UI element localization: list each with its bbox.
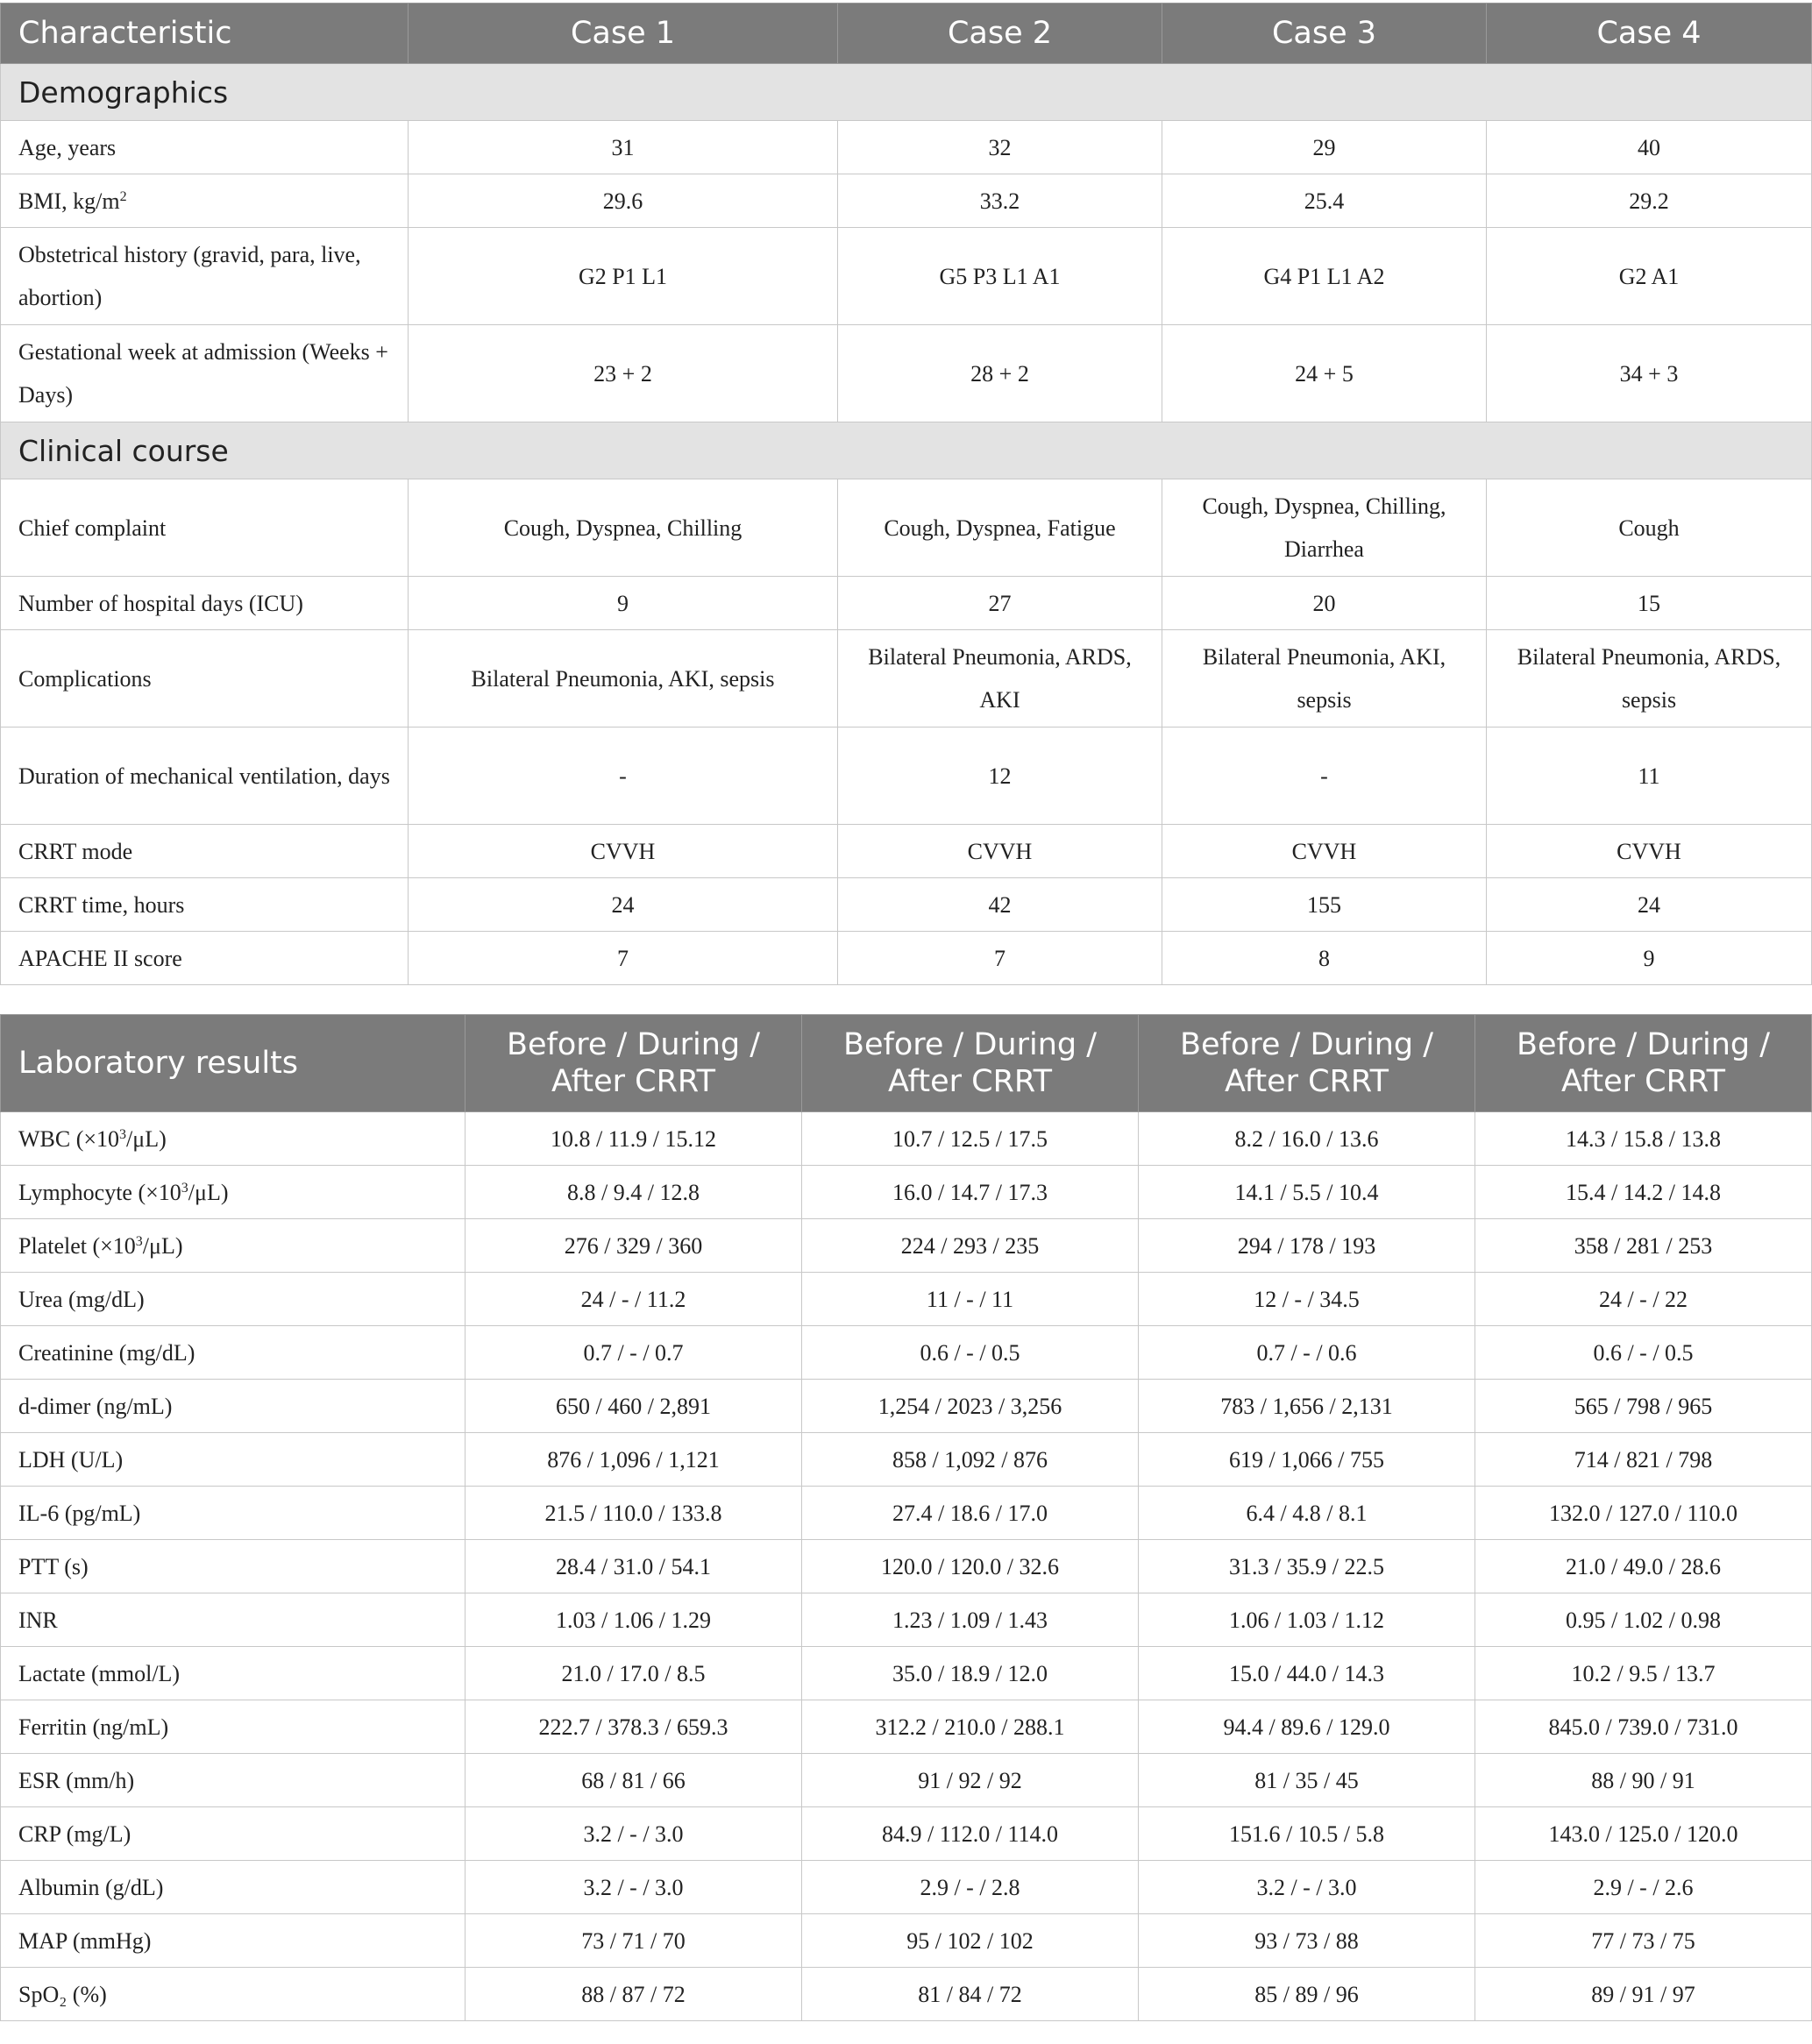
table-row <box>1 1807 1812 1861</box>
header-case-3-timing: Before / During / After CRRT <box>1139 1015 1475 1112</box>
case-4-value: CVVH <box>1487 825 1812 878</box>
table-row <box>1 878 1812 932</box>
case-2-value: 16.0 / 14.7 / 17.3 <box>802 1166 1139 1219</box>
case-4-value: 24 <box>1487 878 1812 932</box>
table-row <box>1 1166 1812 1219</box>
case-3-value: CVVH <box>1162 825 1487 878</box>
row-label: Number of hospital days (ICU) <box>1 577 409 630</box>
row-label: d-dimer (ng/mL) <box>1 1380 465 1433</box>
table-row <box>1 1273 1812 1326</box>
table-row <box>1 1219 1812 1273</box>
case-1-value: 0.7 / - / 0.7 <box>465 1326 802 1380</box>
case-1-value: 23 + 2 <box>409 325 838 422</box>
case-3-value: Bilateral Pneumonia, AKI, sepsis <box>1162 630 1487 727</box>
patient-characteristics-table <box>0 3 1812 985</box>
case-4-value: 132.0 / 127.0 / 110.0 <box>1475 1487 1812 1540</box>
table-row <box>1 1433 1812 1487</box>
case-3-value: 25.4 <box>1162 174 1487 228</box>
case-3-value: 15.0 / 44.0 / 14.3 <box>1139 1647 1475 1700</box>
header-case-4: Case 4 <box>1487 4 1812 64</box>
row-label-text: WBC (×10 <box>18 1125 120 1152</box>
case-3-value: 24 + 5 <box>1162 325 1487 422</box>
case-3-value: 93 / 73 / 88 <box>1139 1914 1475 1968</box>
header-case-2: Case 2 <box>838 4 1162 64</box>
case-1-value: 68 / 81 / 66 <box>465 1754 802 1807</box>
table-row <box>1 577 1812 630</box>
case-4-value: 14.3 / 15.8 / 13.8 <box>1475 1112 1812 1166</box>
table-row <box>1 1968 1812 2021</box>
case-2-value: CVVH <box>838 825 1162 878</box>
case-1-value: 31 <box>409 121 838 174</box>
table-row <box>1 1487 1812 1540</box>
case-3-value: 3.2 / - / 3.0 <box>1139 1861 1475 1914</box>
case-2-value: 10.7 / 12.5 / 17.5 <box>802 1112 1139 1166</box>
table-row <box>1 1540 1812 1593</box>
table-row <box>1 479 1812 577</box>
table-row <box>1 228 1812 325</box>
case-2-value: 27.4 / 18.6 / 17.0 <box>802 1487 1139 1540</box>
case-1-value: 7 <box>409 932 838 985</box>
case-3-value: 94.4 / 89.6 / 129.0 <box>1139 1700 1475 1754</box>
case-2-value: 28 + 2 <box>838 325 1162 422</box>
case-3-value: G4 P1 L1 A2 <box>1162 228 1487 325</box>
table-row <box>1 727 1812 825</box>
case-2-value: 312.2 / 210.0 / 288.1 <box>802 1700 1139 1754</box>
case-3-value: - <box>1162 727 1487 825</box>
row-label: Gestational week at admission (Weeks + Days) <box>1 325 409 422</box>
case-4-value: 358 / 281 / 253 <box>1475 1219 1812 1273</box>
row-label <box>1 174 409 228</box>
row-label-text-suffix: /μL) <box>188 1179 229 1205</box>
row-label: Age, years <box>1 121 409 174</box>
row-label-text-suffix: /μL) <box>142 1232 183 1259</box>
case-1-value: 222.7 / 378.3 / 659.3 <box>465 1700 802 1754</box>
row-label: Creatinine (mg/dL) <box>1 1326 465 1380</box>
table-row <box>1 1754 1812 1807</box>
case-1-value: 3.2 / - / 3.0 <box>465 1861 802 1914</box>
case-3-value: 29 <box>1162 121 1487 174</box>
case-1-value: 28.4 / 31.0 / 54.1 <box>465 1540 802 1593</box>
case-2-value: 27 <box>838 577 1162 630</box>
case-4-value: 11 <box>1487 727 1812 825</box>
row-label: ESR (mm/h) <box>1 1754 465 1807</box>
case-4-value: 34 + 3 <box>1487 325 1812 422</box>
table-row <box>1 1647 1812 1700</box>
case-2-value: 32 <box>838 121 1162 174</box>
case-3-value: 6.4 / 4.8 / 8.1 <box>1139 1487 1475 1540</box>
row-label <box>1 1112 465 1166</box>
case-2-value: 42 <box>838 878 1162 932</box>
case-2-value: 2.9 / - / 2.8 <box>802 1861 1139 1914</box>
case-3-value: 619 / 1,066 / 755 <box>1139 1433 1475 1487</box>
case-1-value: G2 P1 L1 <box>409 228 838 325</box>
case-2-value: 35.0 / 18.9 / 12.0 <box>802 1647 1139 1700</box>
row-label <box>1 1219 465 1273</box>
table-row <box>1 1593 1812 1647</box>
table-row <box>1 174 1812 228</box>
row-label: APACHE II score <box>1 932 409 985</box>
case-1-value: 24 / - / 11.2 <box>465 1273 802 1326</box>
case-3-value: 0.7 / - / 0.6 <box>1139 1326 1475 1380</box>
case-4-value: Cough <box>1487 479 1812 577</box>
laboratory-results-table <box>0 1014 1812 2021</box>
row-label: SpO₂ (%) <box>1 1968 465 2021</box>
table-row <box>1 825 1812 878</box>
case-2-value: 7 <box>838 932 1162 985</box>
case-3-value: 20 <box>1162 577 1487 630</box>
case-3-value: 8 <box>1162 932 1487 985</box>
case-1-value: Bilateral Pneumonia, AKI, sepsis <box>409 630 838 727</box>
case-4-value: 0.95 / 1.02 / 0.98 <box>1475 1593 1812 1647</box>
case-1-value: 21.5 / 110.0 / 133.8 <box>465 1487 802 1540</box>
case-3-value: Cough, Dyspnea, Chilling, Diarrhea <box>1162 479 1487 577</box>
table-row <box>1 1914 1812 1968</box>
case-2-value: G5 P3 L1 A1 <box>838 228 1162 325</box>
table-header-row <box>1 4 1812 64</box>
case-4-value: 29.2 <box>1487 174 1812 228</box>
case-1-value: 1.03 / 1.06 / 1.29 <box>465 1593 802 1647</box>
case-3-value: 85 / 89 / 96 <box>1139 1968 1475 2021</box>
case-4-value: 565 / 798 / 965 <box>1475 1380 1812 1433</box>
row-label-text-suffix: /μL) <box>126 1125 167 1152</box>
case-3-value: 294 / 178 / 193 <box>1139 1219 1475 1273</box>
row-label: CRRT time, hours <box>1 878 409 932</box>
row-label-superscript: 2 <box>119 188 127 204</box>
case-1-value: 276 / 329 / 360 <box>465 1219 802 1273</box>
section-row-clinical-course <box>1 422 1812 479</box>
row-label: Lactate (mmol/L) <box>1 1647 465 1700</box>
case-2-value: 95 / 102 / 102 <box>802 1914 1139 1968</box>
header-case-3: Case 3 <box>1162 4 1487 64</box>
row-label-text: BMI, kg/m <box>18 188 120 214</box>
case-1-value: 73 / 71 / 70 <box>465 1914 802 1968</box>
case-2-value: 91 / 92 / 92 <box>802 1754 1139 1807</box>
case-1-value: 650 / 460 / 2,891 <box>465 1380 802 1433</box>
header-case-1-timing: Before / During / After CRRT <box>465 1015 802 1112</box>
case-2-value: 81 / 84 / 72 <box>802 1968 1139 2021</box>
case-4-value: 15 <box>1487 577 1812 630</box>
case-2-value: 858 / 1,092 / 876 <box>802 1433 1139 1487</box>
case-4-value: Bilateral Pneumonia, ARDS, sepsis <box>1487 630 1812 727</box>
case-3-value: 81 / 35 / 45 <box>1139 1754 1475 1807</box>
case-4-value: 0.6 / - / 0.5 <box>1475 1326 1812 1380</box>
case-1-value: 10.8 / 11.9 / 15.12 <box>465 1112 802 1166</box>
case-2-value: 1,254 / 2023 / 3,256 <box>802 1380 1139 1433</box>
case-4-value: 714 / 821 / 798 <box>1475 1433 1812 1487</box>
case-3-value: 1.06 / 1.03 / 1.12 <box>1139 1593 1475 1647</box>
case-2-value: 1.23 / 1.09 / 1.43 <box>802 1593 1139 1647</box>
table-row <box>1 1380 1812 1433</box>
case-4-value: 89 / 91 / 97 <box>1475 1968 1812 2021</box>
row-label <box>1 1166 465 1219</box>
table-header-row <box>1 1015 1812 1112</box>
case-3-value: 14.1 / 5.5 / 10.4 <box>1139 1166 1475 1219</box>
case-4-value: 845.0 / 739.0 / 731.0 <box>1475 1700 1812 1754</box>
header-characteristic: Characteristic <box>1 4 409 64</box>
row-label: Albumin (g/dL) <box>1 1861 465 1914</box>
case-3-value: 8.2 / 16.0 / 13.6 <box>1139 1112 1475 1166</box>
case-2-value: 224 / 293 / 235 <box>802 1219 1139 1273</box>
case-4-value: 15.4 / 14.2 / 14.8 <box>1475 1166 1812 1219</box>
case-1-value: 29.6 <box>409 174 838 228</box>
section-row-demographics <box>1 64 1812 121</box>
case-4-value: 88 / 90 / 91 <box>1475 1754 1812 1807</box>
case-1-value: 24 <box>409 878 838 932</box>
row-label: LDH (U/L) <box>1 1433 465 1487</box>
case-1-value: 876 / 1,096 / 1,121 <box>465 1433 802 1487</box>
row-label: Duration of mechanical ventilation, days <box>1 727 409 825</box>
case-3-value: 12 / - / 34.5 <box>1139 1273 1475 1326</box>
row-label: Ferritin (ng/mL) <box>1 1700 465 1754</box>
row-label: INR <box>1 1593 465 1647</box>
case-4-value: 143.0 / 125.0 / 120.0 <box>1475 1807 1812 1861</box>
table-row <box>1 1326 1812 1380</box>
case-2-value: 84.9 / 112.0 / 114.0 <box>802 1807 1139 1861</box>
case-4-value: 10.2 / 9.5 / 13.7 <box>1475 1647 1812 1700</box>
case-3-value: 155 <box>1162 878 1487 932</box>
case-1-value: 88 / 87 / 72 <box>465 1968 802 2021</box>
row-label-text: Lymphocyte (×10 <box>18 1179 181 1205</box>
row-label: CRRT mode <box>1 825 409 878</box>
case-3-value: 151.6 / 10.5 / 5.8 <box>1139 1807 1475 1861</box>
row-label: Obstetrical history (gravid, para, live, abortion) <box>1 228 409 325</box>
table-row <box>1 121 1812 174</box>
table-row <box>1 325 1812 422</box>
header-case-4-timing: Before / During / After CRRT <box>1475 1015 1812 1112</box>
header-case-1: Case 1 <box>409 4 838 64</box>
case-4-value: 77 / 73 / 75 <box>1475 1914 1812 1968</box>
header-case-2-timing: Before / During / After CRRT <box>802 1015 1139 1112</box>
case-4-value: 21.0 / 49.0 / 28.6 <box>1475 1540 1812 1593</box>
case-4-value: 9 <box>1487 932 1812 985</box>
case-2-value: 120.0 / 120.0 / 32.6 <box>802 1540 1139 1593</box>
table-row <box>1 1861 1812 1914</box>
section-title: Demographics <box>1 64 1812 121</box>
section-title: Clinical course <box>1 422 1812 479</box>
case-3-value: 783 / 1,656 / 2,131 <box>1139 1380 1475 1433</box>
case-2-value: 11 / - / 11 <box>802 1273 1139 1326</box>
table-row <box>1 630 1812 727</box>
table-row <box>1 932 1812 985</box>
row-label: CRP (mg/L) <box>1 1807 465 1861</box>
case-3-value: 31.3 / 35.9 / 22.5 <box>1139 1540 1475 1593</box>
case-1-value: 21.0 / 17.0 / 8.5 <box>465 1647 802 1700</box>
case-4-value: 40 <box>1487 121 1812 174</box>
case-4-value: G2 A1 <box>1487 228 1812 325</box>
case-2-value: 12 <box>838 727 1162 825</box>
case-1-value: Cough, Dyspnea, Chilling <box>409 479 838 577</box>
row-label: Chief complaint <box>1 479 409 577</box>
case-2-value: Bilateral Pneumonia, ARDS, AKI <box>838 630 1162 727</box>
case-2-value: 0.6 / - / 0.5 <box>802 1326 1139 1380</box>
case-2-value: Cough, Dyspnea, Fatigue <box>838 479 1162 577</box>
row-label: Complications <box>1 630 409 727</box>
row-label: IL-6 (pg/mL) <box>1 1487 465 1540</box>
row-label-text: Platelet (×10 <box>18 1232 136 1259</box>
row-label: Urea (mg/dL) <box>1 1273 465 1326</box>
case-4-value: 24 / - / 22 <box>1475 1273 1812 1326</box>
case-1-value: 9 <box>409 577 838 630</box>
case-1-value: CVVH <box>409 825 838 878</box>
row-label: MAP (mmHg) <box>1 1914 465 1968</box>
row-label: PTT (s) <box>1 1540 465 1593</box>
row-label-superscript: 3 <box>181 1180 188 1196</box>
case-2-value: 33.2 <box>838 174 1162 228</box>
case-1-value: 3.2 / - / 3.0 <box>465 1807 802 1861</box>
row-label-superscript: 3 <box>135 1233 143 1249</box>
case-1-value: - <box>409 727 838 825</box>
row-label-superscript: 3 <box>119 1126 127 1142</box>
case-4-value: 2.9 / - / 2.6 <box>1475 1861 1812 1914</box>
table-row <box>1 1112 1812 1166</box>
case-1-value: 8.8 / 9.4 / 12.8 <box>465 1166 802 1219</box>
header-laboratory-results: Laboratory results <box>1 1015 465 1112</box>
table-row <box>1 1700 1812 1754</box>
